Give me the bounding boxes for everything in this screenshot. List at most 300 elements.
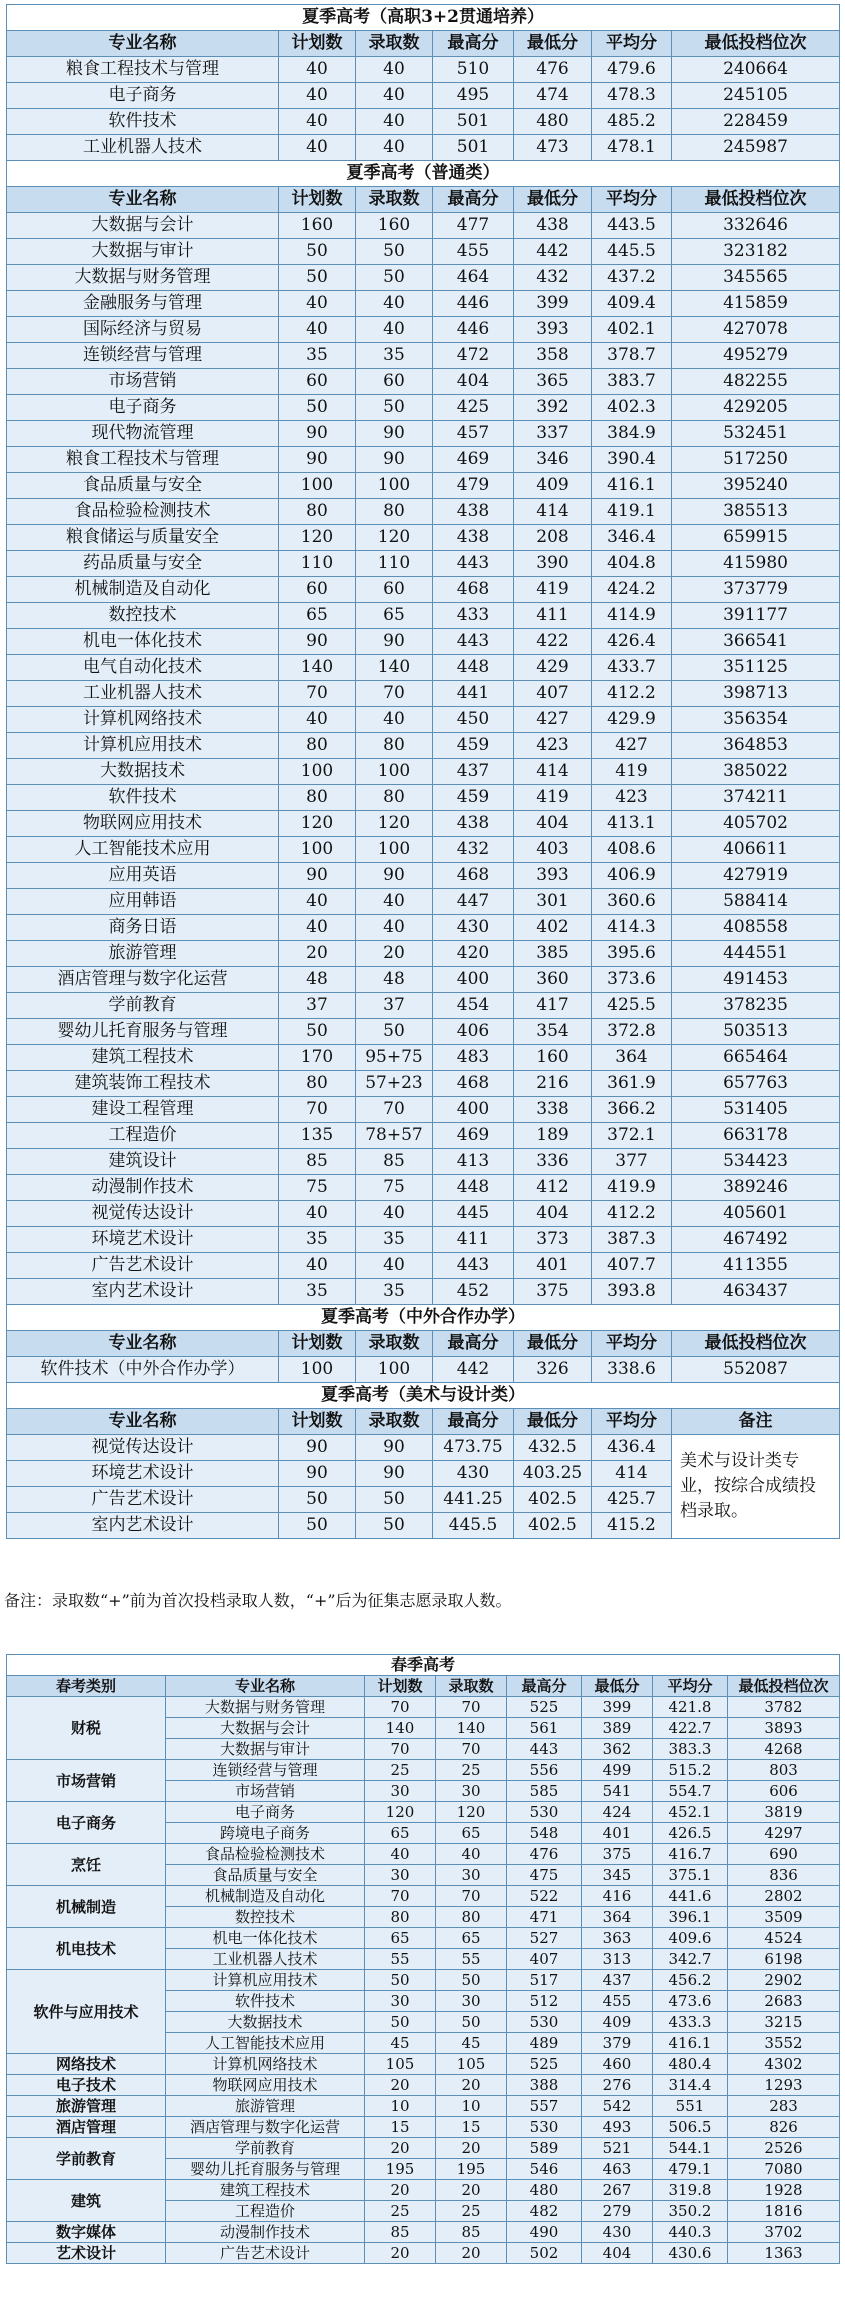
table-cell: 448 bbox=[433, 655, 514, 681]
table-cell: 45 bbox=[436, 2033, 507, 2054]
table-row bbox=[7, 1253, 840, 1279]
section-title: 夏季高考（普通类） bbox=[7, 161, 840, 187]
table-cell: 软件技术 bbox=[166, 1991, 365, 2012]
table-row bbox=[7, 551, 840, 577]
table-cell: 195 bbox=[365, 2159, 436, 2180]
table-cell: 软件技术 bbox=[7, 785, 279, 811]
table-cell: 473.6 bbox=[653, 1991, 728, 2012]
table-cell: 4268 bbox=[728, 1739, 840, 1760]
table-row bbox=[7, 1928, 840, 1949]
table-cell: 100 bbox=[279, 837, 356, 863]
table-cell: 120 bbox=[436, 1802, 507, 1823]
table-cell: 385 bbox=[514, 941, 592, 967]
table-cell: 建筑装饰工程技术 bbox=[7, 1071, 279, 1097]
section-title-row bbox=[7, 161, 840, 187]
category-cell: 机械制造 bbox=[7, 1886, 166, 1928]
table-cell: 110 bbox=[279, 551, 356, 577]
column-header: 最高分 bbox=[433, 1331, 514, 1357]
table-cell: 419 bbox=[514, 577, 592, 603]
table-row bbox=[7, 1970, 840, 1991]
table-cell: 大数据技术 bbox=[7, 759, 279, 785]
table-cell: 机械制造及自动化 bbox=[166, 1886, 365, 1907]
table-cell: 479.1 bbox=[653, 2159, 728, 2180]
table-row bbox=[7, 109, 840, 135]
table-cell: 372.8 bbox=[592, 1019, 672, 1045]
table-cell: 机械制造及自动化 bbox=[7, 577, 279, 603]
table-cell: 430 bbox=[433, 915, 514, 941]
table-cell: 437 bbox=[582, 1970, 653, 1991]
table-cell: 455 bbox=[582, 1991, 653, 2012]
table-cell: 554.7 bbox=[653, 1781, 728, 1802]
table-cell: 25 bbox=[365, 1760, 436, 1781]
table-cell: 408558 bbox=[672, 915, 840, 941]
spring-admission-table-wrap bbox=[6, 1654, 839, 2264]
table-cell: 4302 bbox=[728, 2054, 840, 2075]
table-cell: 467492 bbox=[672, 1227, 840, 1253]
table-cell: 55 bbox=[365, 1949, 436, 1970]
header-row bbox=[7, 187, 840, 213]
table-cell: 30 bbox=[365, 1991, 436, 2012]
column-header: 最高分 bbox=[507, 1676, 582, 1697]
table-cell: 90 bbox=[356, 447, 433, 473]
table-cell: 464 bbox=[433, 265, 514, 291]
table-row bbox=[7, 1357, 840, 1383]
table-cell: 85 bbox=[365, 2222, 436, 2243]
table-cell: 460 bbox=[582, 2054, 653, 2075]
table-cell: 360 bbox=[514, 967, 592, 993]
table-cell: 419.1 bbox=[592, 499, 672, 525]
table-cell: 510 bbox=[433, 57, 514, 83]
table-cell: 40 bbox=[279, 83, 356, 109]
table-cell: 541 bbox=[582, 1781, 653, 1802]
table-cell: 60 bbox=[356, 369, 433, 395]
table-cell: 3893 bbox=[728, 1718, 840, 1739]
table-cell: 工业机器人技术 bbox=[166, 1949, 365, 1970]
table-cell: 426.5 bbox=[653, 1823, 728, 1844]
table-cell: 407.7 bbox=[592, 1253, 672, 1279]
table-cell: 542 bbox=[582, 2096, 653, 2117]
category-cell: 机电技术 bbox=[7, 1928, 166, 1970]
table-cell: 444551 bbox=[672, 941, 840, 967]
column-header: 计划数 bbox=[279, 187, 356, 213]
table-cell: 413 bbox=[433, 1149, 514, 1175]
category-cell: 数字媒体 bbox=[7, 2222, 166, 2243]
table-cell: 120 bbox=[279, 525, 356, 551]
table-cell: 20 bbox=[356, 941, 433, 967]
table-cell: 建筑设计 bbox=[7, 1149, 279, 1175]
table-cell: 457 bbox=[433, 421, 514, 447]
table-cell: 403.25 bbox=[514, 1461, 592, 1487]
table-cell: 425.7 bbox=[592, 1487, 672, 1513]
table-cell: 473 bbox=[514, 135, 592, 161]
table-cell: 474 bbox=[514, 83, 592, 109]
table-cell: 478.3 bbox=[592, 83, 672, 109]
table-cell: 工程造价 bbox=[166, 2201, 365, 2222]
table-cell: 189 bbox=[514, 1123, 592, 1149]
table-cell: 2526 bbox=[728, 2138, 840, 2159]
table-cell: 657763 bbox=[672, 1071, 840, 1097]
table-cell: 70 bbox=[279, 1097, 356, 1123]
table-row bbox=[7, 2180, 840, 2201]
table-cell: 314.4 bbox=[653, 2075, 728, 2096]
summer-table bbox=[6, 4, 840, 1539]
table-cell: 468 bbox=[433, 1071, 514, 1097]
table-cell: 电子商务 bbox=[7, 395, 279, 421]
table-cell: 425.5 bbox=[592, 993, 672, 1019]
table-row bbox=[7, 447, 840, 473]
table-cell: 40 bbox=[356, 317, 433, 343]
table-cell: 3552 bbox=[728, 2033, 840, 2054]
column-header: 最低分 bbox=[514, 187, 592, 213]
table-cell: 430.6 bbox=[653, 2243, 728, 2264]
table-cell: 75 bbox=[279, 1175, 356, 1201]
table-cell: 399 bbox=[514, 291, 592, 317]
table-cell: 279 bbox=[582, 2201, 653, 2222]
table-cell: 广告艺术设计 bbox=[166, 2243, 365, 2264]
table-cell: 大数据与审计 bbox=[166, 1739, 365, 1760]
table-cell: 506.5 bbox=[653, 2117, 728, 2138]
section-title-row bbox=[7, 1305, 840, 1331]
table-cell: 40 bbox=[279, 109, 356, 135]
table-cell: 学前教育 bbox=[7, 993, 279, 1019]
table-cell: 530 bbox=[507, 2117, 582, 2138]
table-cell: 216 bbox=[514, 1071, 592, 1097]
table-cell: 现代物流管理 bbox=[7, 421, 279, 447]
table-cell: 37 bbox=[356, 993, 433, 1019]
table-cell: 482255 bbox=[672, 369, 840, 395]
table-cell: 530 bbox=[507, 1802, 582, 1823]
table-cell: 404.8 bbox=[592, 551, 672, 577]
table-cell: 3702 bbox=[728, 2222, 840, 2243]
table-cell: 视觉传达设计 bbox=[7, 1435, 279, 1461]
table-cell: 361.9 bbox=[592, 1071, 672, 1097]
table-cell: 20 bbox=[365, 2243, 436, 2264]
table-cell: 499 bbox=[582, 1760, 653, 1781]
table-cell: 160 bbox=[279, 213, 356, 239]
table-cell: 50 bbox=[356, 1487, 433, 1513]
table-cell: 1928 bbox=[728, 2180, 840, 2201]
category-cell: 财税 bbox=[7, 1697, 166, 1760]
table-cell: 412 bbox=[514, 1175, 592, 1201]
column-header: 最低投档位次 bbox=[728, 1676, 840, 1697]
column-header: 录取数 bbox=[356, 1331, 433, 1357]
section-title: 夏季高考（美术与设计类） bbox=[7, 1383, 840, 1409]
table-cell: 15 bbox=[436, 2117, 507, 2138]
table-cell: 20 bbox=[436, 2180, 507, 2201]
table-cell: 金融服务与管理 bbox=[7, 291, 279, 317]
table-row bbox=[7, 499, 840, 525]
table-cell: 390.4 bbox=[592, 447, 672, 473]
table-cell: 433.7 bbox=[592, 655, 672, 681]
section-title-row bbox=[7, 1655, 840, 1676]
table-cell: 803 bbox=[728, 1760, 840, 1781]
table-row bbox=[7, 421, 840, 447]
table-cell: 大数据与会计 bbox=[7, 213, 279, 239]
table-cell: 35 bbox=[279, 1227, 356, 1253]
table-cell: 机电一体化技术 bbox=[7, 629, 279, 655]
table-cell: 383.3 bbox=[653, 1739, 728, 1760]
table-cell: 450 bbox=[433, 707, 514, 733]
table-row bbox=[7, 1844, 840, 1865]
table-cell: 数控技术 bbox=[7, 603, 279, 629]
table-cell: 400 bbox=[433, 967, 514, 993]
table-cell: 414 bbox=[592, 1461, 672, 1487]
table-row bbox=[7, 941, 840, 967]
table-cell: 446 bbox=[433, 317, 514, 343]
table-cell: 432 bbox=[433, 837, 514, 863]
table-cell: 70 bbox=[356, 1097, 433, 1123]
table-cell: 120 bbox=[279, 811, 356, 837]
table-cell: 80 bbox=[279, 785, 356, 811]
table-cell: 463437 bbox=[672, 1279, 840, 1305]
table-cell: 358 bbox=[514, 343, 592, 369]
table-cell: 419 bbox=[514, 785, 592, 811]
table-cell: 531405 bbox=[672, 1097, 840, 1123]
table-cell: 140 bbox=[356, 655, 433, 681]
table-row bbox=[7, 2222, 840, 2243]
table-cell: 65 bbox=[436, 1823, 507, 1844]
table-cell: 粮食工程技术与管理 bbox=[7, 57, 279, 83]
table-row bbox=[7, 57, 840, 83]
table-cell: 工业机器人技术 bbox=[7, 135, 279, 161]
table-cell: 15 bbox=[365, 2117, 436, 2138]
table-cell: 415980 bbox=[672, 551, 840, 577]
table-cell: 10 bbox=[436, 2096, 507, 2117]
table-cell: 电气自动化技术 bbox=[7, 655, 279, 681]
table-cell: 443 bbox=[433, 551, 514, 577]
table-cell: 大数据与财务管理 bbox=[7, 265, 279, 291]
table-row bbox=[7, 1760, 840, 1781]
table-cell: 35 bbox=[279, 343, 356, 369]
table-cell: 443 bbox=[433, 629, 514, 655]
table-cell: 411 bbox=[514, 603, 592, 629]
table-cell: 30 bbox=[436, 1991, 507, 2012]
table-cell: 606 bbox=[728, 1781, 840, 1802]
table-cell: 90 bbox=[279, 421, 356, 447]
table-cell: 40 bbox=[279, 135, 356, 161]
table-cell: 20 bbox=[365, 2138, 436, 2159]
table-row bbox=[7, 1802, 840, 1823]
table-cell: 计算机应用技术 bbox=[166, 1970, 365, 1991]
table-row bbox=[7, 967, 840, 993]
table-cell: 425 bbox=[433, 395, 514, 421]
table-cell: 476 bbox=[507, 1844, 582, 1865]
table-cell: 60 bbox=[279, 577, 356, 603]
table-cell: 3782 bbox=[728, 1697, 840, 1718]
table-cell: 345 bbox=[582, 1865, 653, 1886]
table-cell: 95+75 bbox=[356, 1045, 433, 1071]
table-cell: 364 bbox=[582, 1907, 653, 1928]
table-cell: 室内艺术设计 bbox=[7, 1279, 279, 1305]
column-header: 平均分 bbox=[653, 1676, 728, 1697]
table-cell: 503513 bbox=[672, 1019, 840, 1045]
table-cell: 物联网应用技术 bbox=[7, 811, 279, 837]
table-cell: 电子商务 bbox=[166, 1802, 365, 1823]
table-cell: 472 bbox=[433, 343, 514, 369]
table-cell: 40 bbox=[356, 135, 433, 161]
table-row bbox=[7, 629, 840, 655]
table-cell: 40 bbox=[279, 915, 356, 941]
category-cell: 学前教育 bbox=[7, 2138, 166, 2180]
category-cell: 软件与应用技术 bbox=[7, 1970, 166, 2054]
table-cell: 40 bbox=[356, 1201, 433, 1227]
table-cell: 493 bbox=[582, 2117, 653, 2138]
column-header: 最低分 bbox=[514, 1331, 592, 1357]
table-cell: 50 bbox=[356, 239, 433, 265]
table-cell: 301 bbox=[514, 889, 592, 915]
table-cell: 人工智能技术应用 bbox=[166, 2033, 365, 2054]
column-header: 最低投档位次 bbox=[672, 187, 840, 213]
table-cell: 90 bbox=[356, 1435, 433, 1461]
table-cell: 404 bbox=[514, 811, 592, 837]
table-cell: 346.4 bbox=[592, 525, 672, 551]
table-cell: 534423 bbox=[672, 1149, 840, 1175]
header-row bbox=[7, 1409, 840, 1435]
table-cell: 90 bbox=[356, 1461, 433, 1487]
table-cell: 50 bbox=[356, 395, 433, 421]
table-cell: 1816 bbox=[728, 2201, 840, 2222]
table-cell: 411 bbox=[433, 1227, 514, 1253]
table-cell: 489 bbox=[507, 2033, 582, 2054]
table-cell: 480 bbox=[514, 109, 592, 135]
table-row bbox=[7, 2054, 840, 2075]
table-cell: 438 bbox=[433, 499, 514, 525]
table-cell: 40 bbox=[279, 707, 356, 733]
table-cell: 501 bbox=[433, 109, 514, 135]
table-row bbox=[7, 317, 840, 343]
table-cell: 398713 bbox=[672, 681, 840, 707]
table-cell: 826 bbox=[728, 2117, 840, 2138]
table-cell: 375 bbox=[514, 1279, 592, 1305]
table-cell: 20 bbox=[365, 2075, 436, 2096]
table-cell: 40 bbox=[356, 83, 433, 109]
table-cell: 90 bbox=[356, 421, 433, 447]
table-cell: 广告艺术设计 bbox=[7, 1253, 279, 1279]
table-cell: 应用韩语 bbox=[7, 889, 279, 915]
table-cell: 100 bbox=[279, 759, 356, 785]
table-cell: 356354 bbox=[672, 707, 840, 733]
table-cell: 479.6 bbox=[592, 57, 672, 83]
column-header: 最低分 bbox=[514, 31, 592, 57]
table-cell: 50 bbox=[365, 2012, 436, 2033]
table-cell: 食品质量与安全 bbox=[7, 473, 279, 499]
table-cell: 40 bbox=[279, 889, 356, 915]
table-cell: 80 bbox=[279, 1071, 356, 1097]
table-cell: 195 bbox=[436, 2159, 507, 2180]
table-cell: 动漫制作技术 bbox=[166, 2222, 365, 2243]
table-cell: 447 bbox=[433, 889, 514, 915]
table-cell: 366.2 bbox=[592, 1097, 672, 1123]
table-cell: 连锁经营与管理 bbox=[7, 343, 279, 369]
table-cell: 70 bbox=[365, 1886, 436, 1907]
category-cell: 网络技术 bbox=[7, 2054, 166, 2075]
table-cell: 387.3 bbox=[592, 1227, 672, 1253]
table-cell: 100 bbox=[356, 837, 433, 863]
table-cell: 计算机网络技术 bbox=[7, 707, 279, 733]
column-header: 最高分 bbox=[433, 31, 514, 57]
column-header: 专业名称 bbox=[7, 1331, 279, 1357]
category-cell: 电子技术 bbox=[7, 2075, 166, 2096]
table-cell: 459 bbox=[433, 785, 514, 811]
table-cell: 480 bbox=[507, 2180, 582, 2201]
table-cell: 427078 bbox=[672, 317, 840, 343]
table-cell: 食品检验检测技术 bbox=[166, 1844, 365, 1865]
table-cell: 443.5 bbox=[592, 213, 672, 239]
table-cell: 245987 bbox=[672, 135, 840, 161]
table-cell: 402.3 bbox=[592, 395, 672, 421]
table-cell: 140 bbox=[436, 1718, 507, 1739]
table-cell: 酒店管理与数字化运营 bbox=[7, 967, 279, 993]
table-cell: 105 bbox=[436, 2054, 507, 2075]
table-cell: 100 bbox=[279, 1357, 356, 1383]
table-cell: 414.3 bbox=[592, 915, 672, 941]
table-cell: 313 bbox=[582, 1949, 653, 1970]
table-cell: 工业机器人技术 bbox=[7, 681, 279, 707]
table-cell: 室内艺术设计 bbox=[7, 1513, 279, 1539]
category-cell: 电子商务 bbox=[7, 1802, 166, 1844]
section-title: 夏季高考（中外合作办学） bbox=[7, 1305, 840, 1331]
column-header: 专业名称 bbox=[166, 1676, 365, 1697]
table-cell: 442 bbox=[433, 1357, 514, 1383]
table-cell: 50 bbox=[365, 1970, 436, 1991]
table-cell: 360.6 bbox=[592, 889, 672, 915]
table-cell: 40 bbox=[356, 707, 433, 733]
table-cell: 80 bbox=[365, 1907, 436, 1928]
table-cell: 60 bbox=[279, 369, 356, 395]
table-cell: 50 bbox=[279, 1487, 356, 1513]
column-header: 最高分 bbox=[433, 1409, 514, 1435]
table-row bbox=[7, 759, 840, 785]
table-cell: 411355 bbox=[672, 1253, 840, 1279]
table-cell: 393.8 bbox=[592, 1279, 672, 1305]
table-cell: 383.7 bbox=[592, 369, 672, 395]
column-header: 专业名称 bbox=[7, 31, 279, 57]
table-row bbox=[7, 655, 840, 681]
table-cell: 445.5 bbox=[433, 1513, 514, 1539]
table-cell: 160 bbox=[514, 1045, 592, 1071]
table-cell: 药品质量与安全 bbox=[7, 551, 279, 577]
table-row bbox=[7, 291, 840, 317]
table-cell: 491453 bbox=[672, 967, 840, 993]
table-cell: 389 bbox=[582, 1718, 653, 1739]
table-cell: 45 bbox=[365, 2033, 436, 2054]
table-cell: 385513 bbox=[672, 499, 840, 525]
table-cell: 40 bbox=[356, 291, 433, 317]
table-cell: 419.9 bbox=[592, 1175, 672, 1201]
table-cell: 441.6 bbox=[653, 1886, 728, 1907]
table-row bbox=[7, 837, 840, 863]
table-cell: 应用英语 bbox=[7, 863, 279, 889]
table-cell: 373.6 bbox=[592, 967, 672, 993]
table-cell: 836 bbox=[728, 1865, 840, 1886]
header-row bbox=[7, 1331, 840, 1357]
table-cell: 80 bbox=[356, 785, 433, 811]
table-cell: 471 bbox=[507, 1907, 582, 1928]
table-cell: 55 bbox=[436, 1949, 507, 1970]
table-cell: 140 bbox=[365, 1718, 436, 1739]
table-cell: 440.3 bbox=[653, 2222, 728, 2243]
table-cell: 35 bbox=[279, 1279, 356, 1305]
table-cell: 40 bbox=[356, 1253, 433, 1279]
table-cell: 85 bbox=[279, 1149, 356, 1175]
table-cell: 501 bbox=[433, 135, 514, 161]
table-cell: 40 bbox=[279, 57, 356, 83]
table-cell: 338.6 bbox=[592, 1357, 672, 1383]
table-cell: 557 bbox=[507, 2096, 582, 2117]
table-cell: 40 bbox=[356, 915, 433, 941]
table-cell: 食品检验检测技术 bbox=[7, 499, 279, 525]
section-title-row bbox=[7, 1383, 840, 1409]
